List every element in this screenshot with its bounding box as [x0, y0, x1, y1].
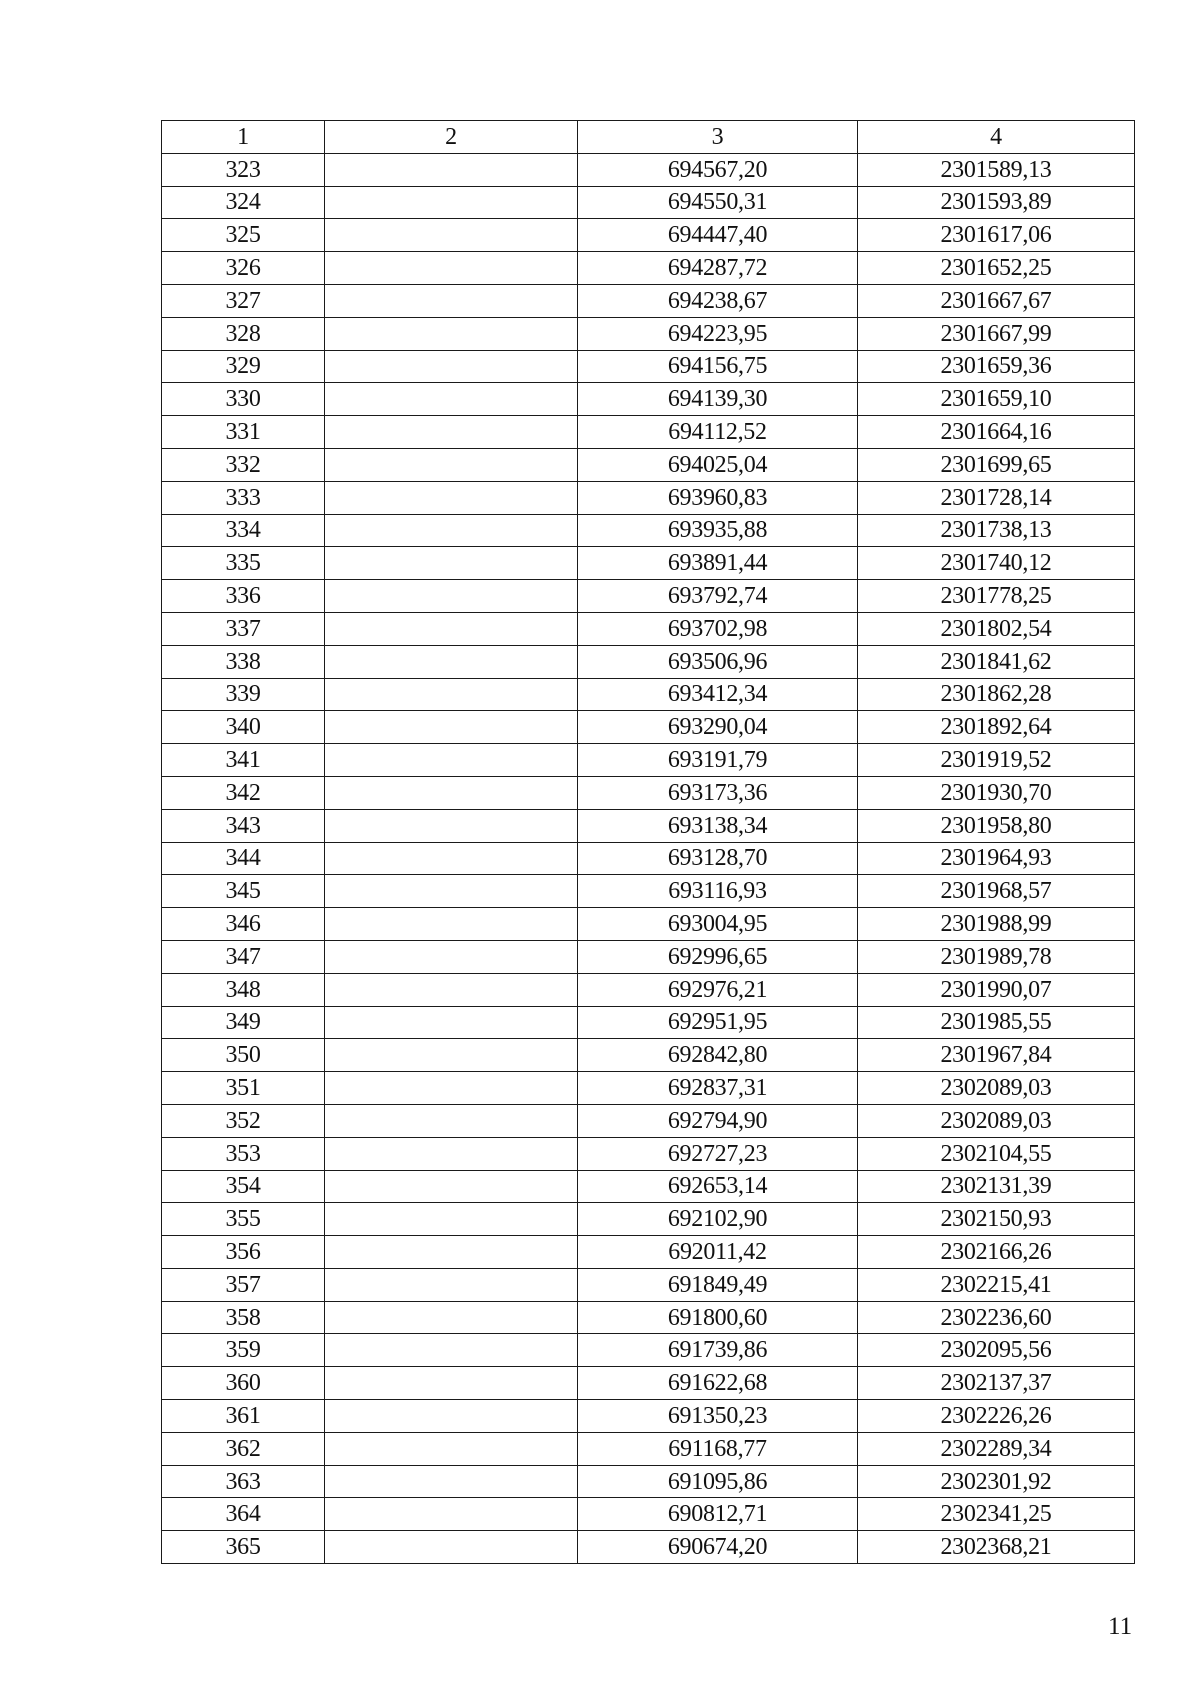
x-coordinate-cell: 693191,79: [578, 744, 858, 777]
x-coordinate-cell: 694550,31: [578, 186, 858, 219]
x-coordinate-cell: 693891,44: [578, 547, 858, 580]
description-cell: [325, 1137, 578, 1170]
table-row: [162, 973, 1135, 1006]
point-number-cell: 350: [162, 1039, 325, 1072]
description-cell: [325, 1170, 578, 1203]
x-coordinate-cell: 693173,36: [578, 776, 858, 809]
point-number-cell: 362: [162, 1432, 325, 1465]
point-number-cell: 351: [162, 1072, 325, 1105]
description-cell: [325, 448, 578, 481]
table-row: [162, 547, 1135, 580]
x-coordinate-cell: 693116,93: [578, 875, 858, 908]
x-coordinate-cell: 691168,77: [578, 1432, 858, 1465]
point-number-cell: 329: [162, 350, 325, 383]
y-coordinate-cell: 2301667,99: [858, 317, 1135, 350]
point-number-cell: 331: [162, 416, 325, 449]
point-number-cell: 343: [162, 809, 325, 842]
table-row: [162, 612, 1135, 645]
point-number-cell: 360: [162, 1367, 325, 1400]
y-coordinate-cell: 2301778,25: [858, 580, 1135, 613]
y-coordinate-cell: 2302137,37: [858, 1367, 1135, 1400]
point-number-cell: 328: [162, 317, 325, 350]
y-coordinate-cell: 2302236,60: [858, 1301, 1135, 1334]
x-coordinate-cell: 694287,72: [578, 252, 858, 285]
description-cell: [325, 1432, 578, 1465]
x-coordinate-cell: 694025,04: [578, 448, 858, 481]
table-row: [162, 875, 1135, 908]
x-coordinate-cell: 691849,49: [578, 1268, 858, 1301]
table-row: [162, 416, 1135, 449]
point-number-cell: 348: [162, 973, 325, 1006]
description-cell: [325, 875, 578, 908]
point-number-cell: 341: [162, 744, 325, 777]
description-cell: [325, 973, 578, 1006]
x-coordinate-cell: 691739,86: [578, 1334, 858, 1367]
point-number-cell: 332: [162, 448, 325, 481]
y-coordinate-cell: 2301919,52: [858, 744, 1135, 777]
x-coordinate-cell: 693702,98: [578, 612, 858, 645]
x-coordinate-cell: 694447,40: [578, 219, 858, 252]
description-cell: [325, 547, 578, 580]
point-number-cell: 339: [162, 678, 325, 711]
coordinates-table: [161, 120, 1135, 1564]
x-coordinate-cell: 693128,70: [578, 842, 858, 875]
table-row: [162, 284, 1135, 317]
table-row: [162, 580, 1135, 613]
y-coordinate-cell: 2301728,14: [858, 481, 1135, 514]
description-cell: [325, 153, 578, 186]
y-coordinate-cell: 2301989,78: [858, 940, 1135, 973]
point-number-cell: 356: [162, 1236, 325, 1269]
description-cell: [325, 1498, 578, 1531]
x-coordinate-cell: 692653,14: [578, 1170, 858, 1203]
x-coordinate-cell: 692976,21: [578, 973, 858, 1006]
point-number-cell: 326: [162, 252, 325, 285]
table-row: [162, 1367, 1135, 1400]
x-coordinate-cell: 690812,71: [578, 1498, 858, 1531]
y-coordinate-cell: 2302131,39: [858, 1170, 1135, 1203]
point-number-cell: 346: [162, 908, 325, 941]
table-row: [162, 153, 1135, 186]
table-row: [162, 1400, 1135, 1433]
description-cell: [325, 809, 578, 842]
description-cell: [325, 1203, 578, 1236]
y-coordinate-cell: 2302301,92: [858, 1465, 1135, 1498]
x-coordinate-cell: 691800,60: [578, 1301, 858, 1334]
point-number-cell: 364: [162, 1498, 325, 1531]
description-cell: [325, 612, 578, 645]
point-number-cell: 353: [162, 1137, 325, 1170]
point-number-cell: 352: [162, 1104, 325, 1137]
x-coordinate-cell: 694156,75: [578, 350, 858, 383]
x-coordinate-cell: 691350,23: [578, 1400, 858, 1433]
point-number-cell: 365: [162, 1531, 325, 1564]
table-row: [162, 1268, 1135, 1301]
table-row: [162, 842, 1135, 875]
table-row: [162, 1498, 1135, 1531]
description-cell: [325, 350, 578, 383]
y-coordinate-cell: 2301958,80: [858, 809, 1135, 842]
y-coordinate-cell: 2301699,65: [858, 448, 1135, 481]
description-cell: [325, 1268, 578, 1301]
point-number-cell: 335: [162, 547, 325, 580]
point-number-cell: 347: [162, 940, 325, 973]
table-row: [162, 219, 1135, 252]
table-row: [162, 1432, 1135, 1465]
table-row: [162, 645, 1135, 678]
point-number-cell: 323: [162, 153, 325, 186]
description-cell: [325, 940, 578, 973]
table-row: [162, 1170, 1135, 1203]
y-coordinate-cell: 2301652,25: [858, 252, 1135, 285]
table-body: [162, 153, 1135, 1563]
description-cell: [325, 645, 578, 678]
x-coordinate-cell: 693004,95: [578, 908, 858, 941]
table-row: [162, 776, 1135, 809]
point-number-cell: 355: [162, 1203, 325, 1236]
description-cell: [325, 481, 578, 514]
description-cell: [325, 580, 578, 613]
point-number-cell: 363: [162, 1465, 325, 1498]
description-cell: [325, 842, 578, 875]
y-coordinate-cell: 2301593,89: [858, 186, 1135, 219]
y-coordinate-cell: 2302341,25: [858, 1498, 1135, 1531]
x-coordinate-cell: 693506,96: [578, 645, 858, 678]
point-number-cell: 357: [162, 1268, 325, 1301]
table-row: [162, 1137, 1135, 1170]
description-cell: [325, 776, 578, 809]
table-row: [162, 448, 1135, 481]
x-coordinate-cell: 693792,74: [578, 580, 858, 613]
x-coordinate-cell: 693960,83: [578, 481, 858, 514]
point-number-cell: 340: [162, 711, 325, 744]
description-cell: [325, 678, 578, 711]
y-coordinate-cell: 2301862,28: [858, 678, 1135, 711]
point-number-cell: 333: [162, 481, 325, 514]
table-row: [162, 1334, 1135, 1367]
y-coordinate-cell: 2301841,62: [858, 645, 1135, 678]
table-row: [162, 1006, 1135, 1039]
table-row: [162, 252, 1135, 285]
description-cell: [325, 744, 578, 777]
x-coordinate-cell: 691622,68: [578, 1367, 858, 1400]
description-cell: [325, 1367, 578, 1400]
table-row: [162, 1203, 1135, 1236]
point-number-cell: 354: [162, 1170, 325, 1203]
y-coordinate-cell: 2302289,34: [858, 1432, 1135, 1465]
x-coordinate-cell: 694139,30: [578, 383, 858, 416]
table-row: [162, 1301, 1135, 1334]
point-number-cell: 338: [162, 645, 325, 678]
x-coordinate-cell: 693935,88: [578, 514, 858, 547]
description-cell: [325, 219, 578, 252]
description-cell: [325, 1104, 578, 1137]
description-cell: [325, 1531, 578, 1564]
y-coordinate-cell: 2301968,57: [858, 875, 1135, 908]
x-coordinate-cell: 692727,23: [578, 1137, 858, 1170]
x-coordinate-cell: 692011,42: [578, 1236, 858, 1269]
y-coordinate-cell: 2301985,55: [858, 1006, 1135, 1039]
table-row: [162, 383, 1135, 416]
description-cell: [325, 1400, 578, 1433]
y-coordinate-cell: 2301667,67: [858, 284, 1135, 317]
x-coordinate-cell: 692951,95: [578, 1006, 858, 1039]
table-row: [162, 186, 1135, 219]
description-cell: [325, 416, 578, 449]
x-coordinate-cell: 694112,52: [578, 416, 858, 449]
y-coordinate-cell: 2302215,41: [858, 1268, 1135, 1301]
table-row: [162, 744, 1135, 777]
column-header-1: 1: [162, 121, 325, 154]
description-cell: [325, 1465, 578, 1498]
x-coordinate-cell: 692842,80: [578, 1039, 858, 1072]
table-row: [162, 711, 1135, 744]
y-coordinate-cell: 2301664,16: [858, 416, 1135, 449]
column-header-3: 3: [578, 121, 858, 154]
description-cell: [325, 252, 578, 285]
y-coordinate-cell: 2301617,06: [858, 219, 1135, 252]
point-number-cell: 359: [162, 1334, 325, 1367]
table-row: [162, 1104, 1135, 1137]
x-coordinate-cell: 692996,65: [578, 940, 858, 973]
point-number-cell: 361: [162, 1400, 325, 1433]
table-row: [162, 1531, 1135, 1564]
x-coordinate-cell: 693412,34: [578, 678, 858, 711]
point-number-cell: 327: [162, 284, 325, 317]
y-coordinate-cell: 2301967,84: [858, 1039, 1135, 1072]
description-cell: [325, 908, 578, 941]
x-coordinate-cell: 693138,34: [578, 809, 858, 842]
description-cell: [325, 1334, 578, 1367]
y-coordinate-cell: 2301740,12: [858, 547, 1135, 580]
y-coordinate-cell: 2302150,93: [858, 1203, 1135, 1236]
point-number-cell: 337: [162, 612, 325, 645]
point-number-cell: 358: [162, 1301, 325, 1334]
table-header-row: [162, 121, 1135, 154]
x-coordinate-cell: 690674,20: [578, 1531, 858, 1564]
x-coordinate-cell: 693290,04: [578, 711, 858, 744]
point-number-cell: 334: [162, 514, 325, 547]
y-coordinate-cell: 2301659,36: [858, 350, 1135, 383]
y-coordinate-cell: 2301892,64: [858, 711, 1135, 744]
point-number-cell: 349: [162, 1006, 325, 1039]
y-coordinate-cell: 2302089,03: [858, 1104, 1135, 1137]
description-cell: [325, 284, 578, 317]
table-row: [162, 317, 1135, 350]
x-coordinate-cell: 694567,20: [578, 153, 858, 186]
y-coordinate-cell: 2302226,26: [858, 1400, 1135, 1433]
x-coordinate-cell: 694238,67: [578, 284, 858, 317]
table-row: [162, 1039, 1135, 1072]
table-row: [162, 678, 1135, 711]
table-row: [162, 940, 1135, 973]
description-cell: [325, 1236, 578, 1269]
table-row: [162, 809, 1135, 842]
point-number-cell: 330: [162, 383, 325, 416]
table-row: [162, 350, 1135, 383]
table-row: [162, 908, 1135, 941]
y-coordinate-cell: 2302089,03: [858, 1072, 1135, 1105]
description-cell: [325, 1039, 578, 1072]
table-row: [162, 481, 1135, 514]
y-coordinate-cell: 2302166,26: [858, 1236, 1135, 1269]
description-cell: [325, 317, 578, 350]
table-row: [162, 1236, 1135, 1269]
x-coordinate-cell: 692794,90: [578, 1104, 858, 1137]
description-cell: [325, 1072, 578, 1105]
point-number-cell: 344: [162, 842, 325, 875]
description-cell: [325, 1006, 578, 1039]
description-cell: [325, 514, 578, 547]
y-coordinate-cell: 2301659,10: [858, 383, 1135, 416]
page-number: 11: [1108, 1613, 1133, 1640]
table-row: [162, 514, 1135, 547]
description-cell: [325, 1301, 578, 1334]
y-coordinate-cell: 2302368,21: [858, 1531, 1135, 1564]
point-number-cell: 325: [162, 219, 325, 252]
y-coordinate-cell: 2301589,13: [858, 153, 1135, 186]
x-coordinate-cell: 691095,86: [578, 1465, 858, 1498]
column-header-2: 2: [325, 121, 578, 154]
point-number-cell: 336: [162, 580, 325, 613]
y-coordinate-cell: 2301964,93: [858, 842, 1135, 875]
y-coordinate-cell: 2301930,70: [858, 776, 1135, 809]
y-coordinate-cell: 2302095,56: [858, 1334, 1135, 1367]
table-row: [162, 1072, 1135, 1105]
column-header-4: 4: [858, 121, 1135, 154]
point-number-cell: 324: [162, 186, 325, 219]
x-coordinate-cell: 692102,90: [578, 1203, 858, 1236]
point-number-cell: 345: [162, 875, 325, 908]
table-row: [162, 1465, 1135, 1498]
point-number-cell: 342: [162, 776, 325, 809]
y-coordinate-cell: 2301988,99: [858, 908, 1135, 941]
y-coordinate-cell: 2301802,54: [858, 612, 1135, 645]
description-cell: [325, 383, 578, 416]
description-cell: [325, 711, 578, 744]
description-cell: [325, 186, 578, 219]
y-coordinate-cell: 2301990,07: [858, 973, 1135, 1006]
y-coordinate-cell: 2301738,13: [858, 514, 1135, 547]
x-coordinate-cell: 692837,31: [578, 1072, 858, 1105]
x-coordinate-cell: 694223,95: [578, 317, 858, 350]
y-coordinate-cell: 2302104,55: [858, 1137, 1135, 1170]
